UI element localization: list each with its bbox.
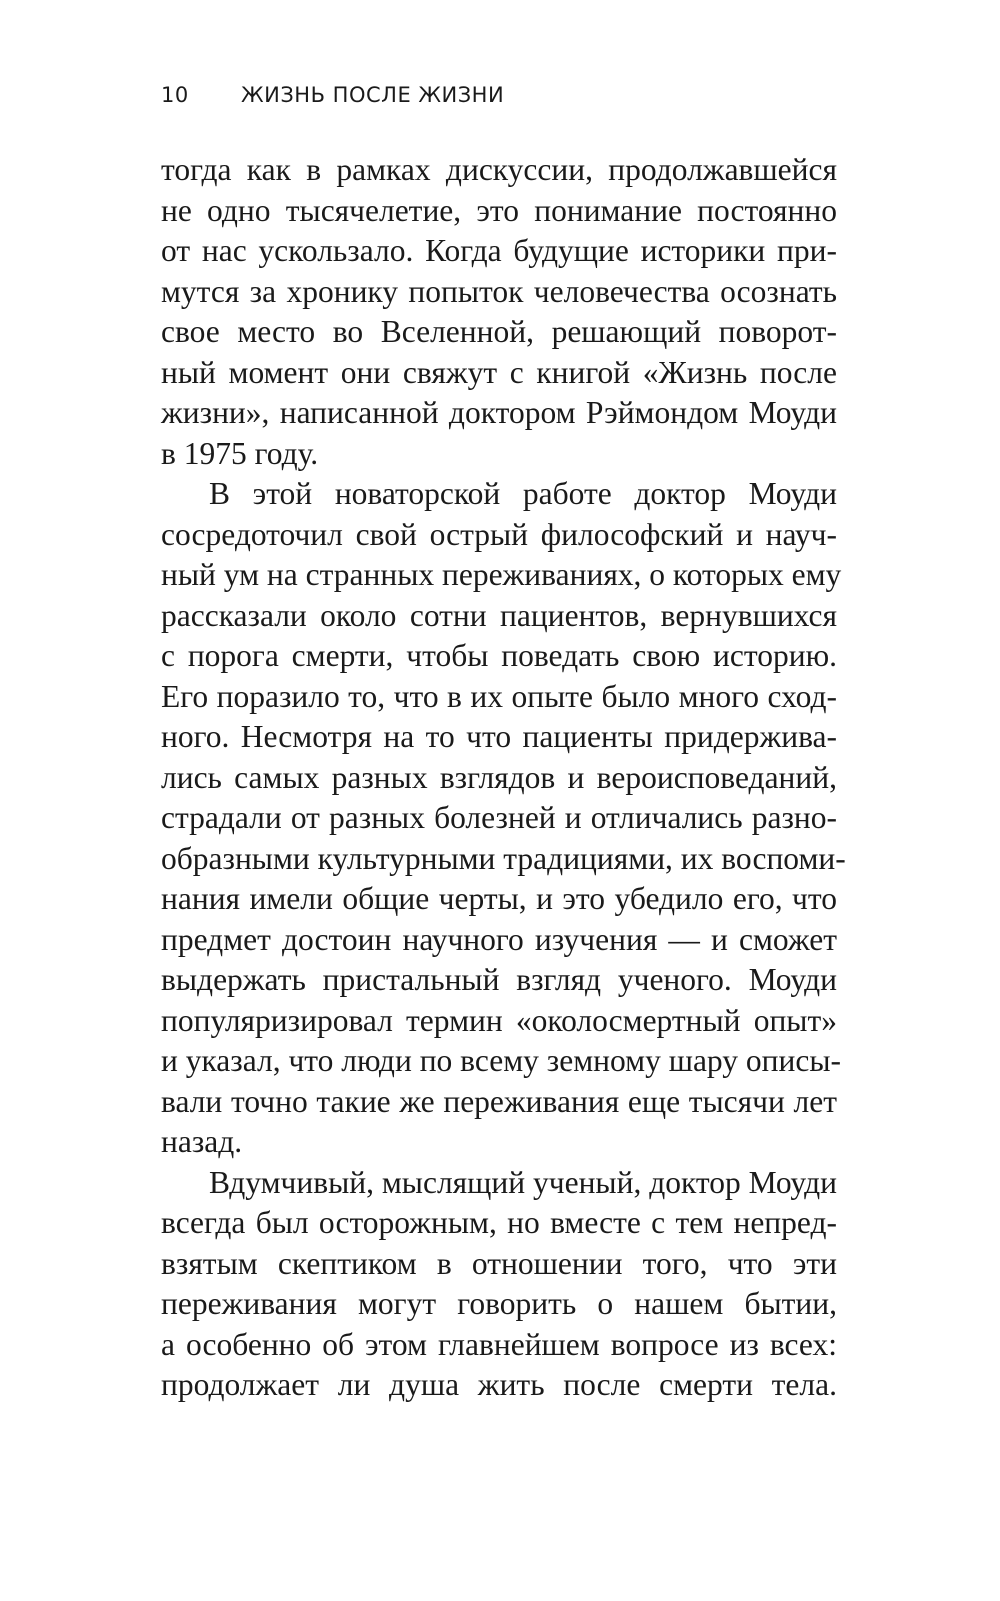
text-line: а особенно об этом главнейшем вопросе из всех: (161, 1326, 837, 1362)
text-line: вали точно такие же переживания еще тысячи лет (161, 1083, 837, 1119)
text-line: назад. (161, 1124, 243, 1159)
paragraph-2 (161, 474, 846, 1163)
text-line: жизни», написанной доктором Рэймондом Моуди (161, 395, 837, 430)
text-line: сосредоточил свой острый философский и науч- (161, 516, 837, 552)
text-line: ный момент они свяжут с книгой «Жизнь после (161, 354, 837, 390)
text-line: предмет достоин научного изучения — и сможет (161, 921, 837, 957)
text-line: выдержать пристальный взгляд ученого. Моуди (161, 962, 837, 997)
running-head-title: ЖИЗНЬ ПОСЛЕ ЖИЗНИ (241, 83, 505, 107)
text-line: рассказали около сотни пациентов, вернувшихся (161, 597, 837, 633)
text-line: Вдумчивый, мыслящий ученый, доктор Моуди (209, 1164, 838, 1200)
text-line: взятым скептиком в отношении того, что эти (161, 1245, 837, 1281)
body-text (161, 150, 846, 1406)
text-line: от нас ускользало. Когда будущие историки при- (161, 233, 837, 268)
text-line: не одно тысячелетие, это понимание постоянно (161, 192, 837, 228)
text-line: всегда был осторожным, но вместе с тем непред- (161, 1205, 837, 1240)
text-line: образными культурными традициями, их воспоми- (161, 840, 846, 876)
text-line: ного. Несмотря на то что пациенты придержива- (161, 719, 837, 754)
text-line: лись самых разных взглядов и вероисповеданий, (161, 759, 837, 795)
text-line: Его поразило то, что в их опыте было много сход- (161, 678, 837, 714)
text-line: продолжает ли душа жить после смерти тела. (161, 1367, 837, 1402)
text-line: страдали от разных болезней и отличались разно- (161, 800, 837, 835)
text-line: В этой новаторской работе доктор Моуди (209, 476, 837, 511)
text-line: популяризировал термин «околосмертный опыт» (161, 1002, 837, 1038)
text-line: в 1975 году. (161, 435, 319, 471)
text-line: нания имели общие черты, и это убедило его, что (161, 881, 837, 916)
running-head (161, 83, 504, 107)
paragraph-1 (161, 150, 837, 474)
paragraph-3 (161, 1163, 837, 1406)
page-number: 10 (161, 83, 189, 107)
text-line: с порога смерти, чтобы поведать свою историю. (161, 638, 837, 673)
text-line: мутся за хронику попыток человечества осознать (161, 273, 837, 309)
text-line: переживания могут говорить о нашем бытии, (161, 1286, 837, 1321)
text-line: ный ум на странных переживаниях, о которых ему (161, 557, 842, 592)
text-line: тогда как в рамках дискуссии, продолжавшейся (161, 152, 837, 187)
text-line: свое место во Вселенной, решающий поворот- (161, 314, 837, 349)
text-line: и указал, что люди по всему земному шару описы- (161, 1043, 841, 1078)
